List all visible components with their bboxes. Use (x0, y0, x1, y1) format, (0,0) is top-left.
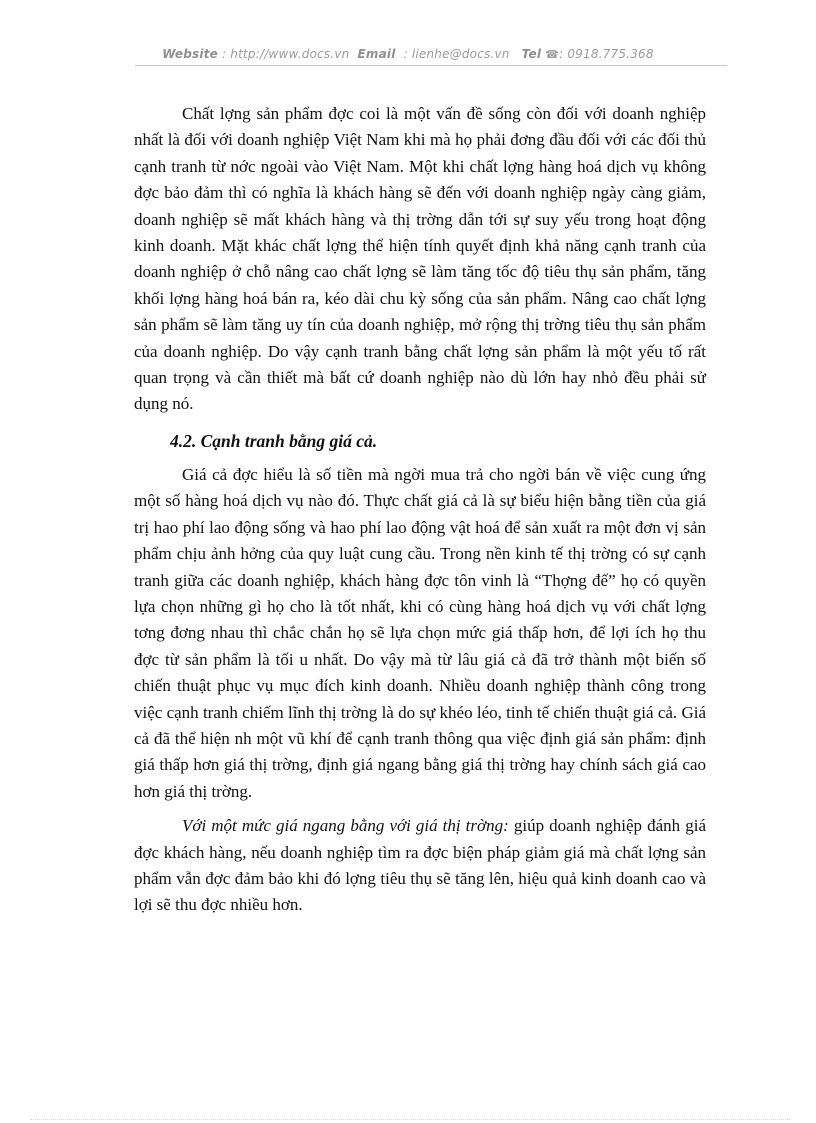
website-url[interactable]: : http://www.docs.vn (222, 47, 350, 61)
email-label: Email (357, 47, 396, 61)
tel-label: Tel (521, 47, 542, 61)
paragraph-lead-italic: Với một mức giá ngang bằng với giá thị trờng: (182, 816, 509, 836)
website-label: Website (162, 47, 218, 61)
header-divider (135, 65, 727, 66)
paragraph-market-price-strategy (134, 813, 706, 919)
paragraph-text: giúp doanh nghiệp đánh giá đợc khách hàng, nếu doanh nghiệp tìm ra đợc biện pháp giảm giá mà chất lợng sản phẩm vẫn đợc đảm bảo khi đó lợng tiêu thụ sẽ tăng lên, hiệu quả kinh doanh cao và lợi sẽ thu đợc nhiều hơn. (134, 816, 706, 915)
tel-number: : 0918.775.368 (559, 47, 654, 61)
section-heading-price-competition: 4.2. Cạnh tranh bằng giá cả. (170, 430, 378, 451)
telephone-icon: ☎ (545, 48, 560, 61)
footer-divider (30, 1119, 790, 1120)
paragraph-price-definition: Giá cả đợc hiểu là số tiền mà ngời mua trả cho ngời bán về việc cung ứng một số hàng hoá dịch vụ nào đó. Thực chất giá cả là sự biểu hiện bằng tiền của giá trị hao phí lao động sống và hao phí lao động vật hoá để sản xuất ra một đơn vị sản phẩm chịu ảnh hởng của quy luật cung cầu. Trong nền kinh tế thị trờng có sự cạnh tranh giữa các doanh nghiệp, khách hàng đợc tôn vinh là “Thợng đế” họ có quyền lựa chọn những gì họ cho là tốt nhất, khi có cùng hàng hoá dịch vụ với chất lợng tơng đơng nhau thì chắc chắn họ sẽ lựa chọn mức giá thấp hơn, để lợi ích họ thu đợc từ sản phẩm là tối u nhất. Do vậy mà từ lâu giá cả đã trở thành một biến số chiến thuật phục vụ mục đích kinh doanh. Nhiều doanh nghiệp thành công trong việc cạnh tranh chiếm lĩnh thị trờng là do sự khéo léo, tinh tế chiến thuật giá cả. Giá cả đã thể hiện nh một vũ khí để cạnh tranh thông qua việc định giá sản phẩm: định giá thấp hơn giá thị trờng, định giá ngang bằng giá thị trờng hay chính sách giá cao hơn giá thị trờng. (134, 464, 706, 801)
paragraph-quality-competition: Chất lợng sản phẩm đợc coi là một vấn đề sống còn đối với doanh nghiệp nhất là đối với doanh nghiệp Việt Nam khi mà họ phải đơng đầu đối với các đối thủ cạnh tranh từ nớc ngoài vào Việt Nam. Một khi chất lợng hàng hoá dịch vụ không đợc bảo đảm thì có nghĩa là khách hàng sẽ đến với doanh nghiệp ngày càng giảm, doanh nghiệp sẽ mất khách hàng và thị trờng dẫn tới sự suy yếu trong hoạt động kinh doanh. Mặt khác chất lợng thể hiện tính quyết định khả năng cạnh tranh của doanh nghiệp ở chỗ nâng cao chất lợng sẽ làm tăng tốc độ tiêu thụ sản phẩm, tăng khối lợng hàng hoá bán ra, kéo dài chu kỳ sống của sản phẩm. Nâng cao chất lợng sản phẩm sẽ làm tăng uy tín của doanh nghiệp, mở rộng thị trờng tiêu thụ sản phẩm của doanh nghiệp. Do vậy cạnh tranh bằng chất lợng sản phẩm là một yếu tố rất quan trọng và cần thiết mà bất cứ doanh nghiệp nào dù lớn hay nhỏ đều phải sử dụng nó. (134, 104, 706, 414)
email-address[interactable]: : lienhe@docs.vn (403, 47, 510, 61)
document-body (134, 101, 706, 919)
page-header (0, 47, 816, 61)
